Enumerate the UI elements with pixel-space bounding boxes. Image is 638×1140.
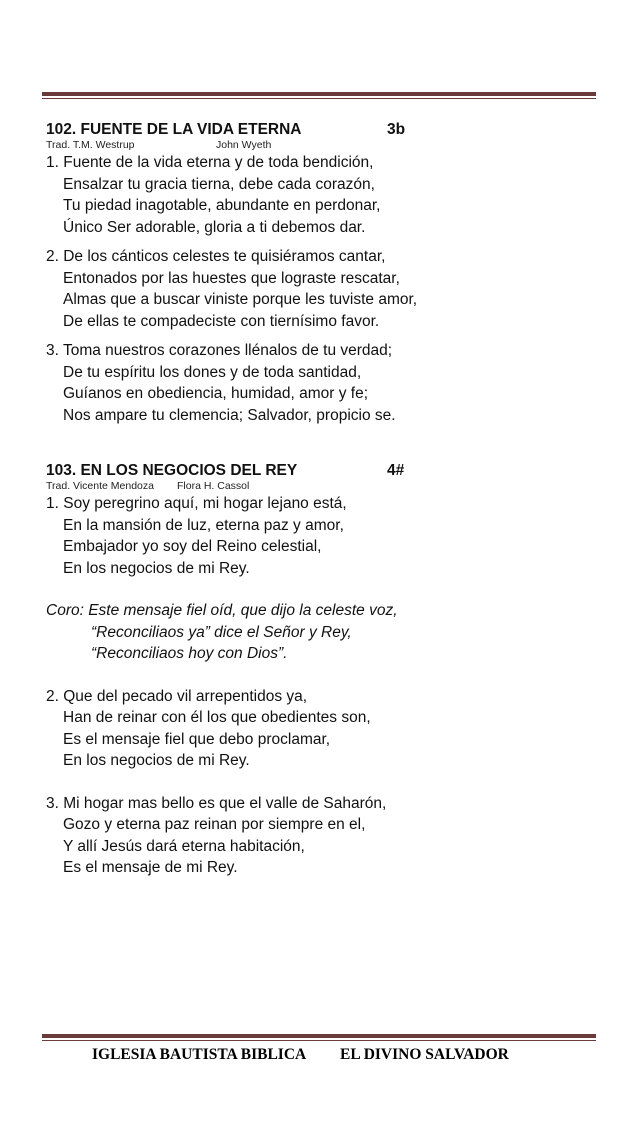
bottom-divider (42, 1034, 596, 1041)
verse-line: 3. Toma nuestros corazones llénalos de tu verdad; (46, 342, 393, 359)
footer-church: IGLESIA BAUTISTA BIBLICA (92, 1046, 307, 1063)
chorus-line: Coro: Este mensaje fiel oíd, que dijo la celeste voz, (46, 602, 398, 619)
verse-line: Almas que a buscar viniste porque les tuviste amor, (63, 291, 418, 308)
footer-church-name: EL DIVINO SALVADOR (340, 1046, 509, 1063)
hymn-102-key: 3b (387, 121, 406, 138)
verse-line: En los negocios de mi Rey. (63, 752, 250, 769)
hymn-102-verse-3 (46, 340, 594, 426)
hymn-103-verse-3 (46, 793, 594, 879)
verse-line: Guíanos en obediencia, humidad, amor y fe; (63, 385, 369, 402)
hymn-102-composer: John Wyeth (216, 139, 272, 151)
hymn-103-heading (46, 462, 594, 480)
hymn-102-translator: Trad. T.M. Westrup (46, 139, 135, 151)
verse-line: Es el mensaje de mi Rey. (63, 859, 238, 876)
verse-line: De ellas te compadeciste con tiernísimo favor. (63, 312, 380, 330)
verse-line: 2. De los cánticos celestes te quisiéramos cantar, (46, 248, 386, 265)
hymn-103-translator: Trad. Vicente Mendoza (46, 480, 154, 492)
verse-line: Nos ampare tu clemencia; Salvador, propicio se. (63, 406, 396, 424)
hymn-102-heading (46, 121, 594, 139)
hymn-page (46, 121, 594, 879)
hymn-103-chorus (46, 600, 594, 665)
hymn-102-verse-2 (46, 246, 594, 332)
verse-line: 1. Fuente de la vida eterna y de toda bendición, (46, 154, 374, 171)
verse-line: 1. Soy peregrino aquí, mi hogar lejano está, (46, 495, 347, 512)
hymn-103-key: 4# (387, 462, 405, 479)
verse-line: Tu piedad inagotable, abundante en perdonar, (63, 197, 381, 214)
top-divider (42, 92, 596, 99)
hymn-102-credits (46, 139, 594, 152)
hymn-103-credits (46, 480, 594, 493)
verse-line: Y allí Jesús dará eterna habitación, (63, 837, 305, 855)
chorus-line: “Reconciliaos hoy con Dios”. (91, 645, 288, 662)
hymn-102-verse-1 (46, 152, 594, 238)
verse-line: Es el mensaje fiel que debo proclamar, (63, 730, 331, 748)
hymn-103-composer: Flora H. Cassol (177, 480, 250, 492)
verse-line: Entonados por las huestes que lograste rescatar, (63, 269, 400, 287)
verse-line: En la mansión de luz, eterna paz y amor, (63, 516, 344, 534)
verse-line: De tu espíritu los dones y de toda santidad, (63, 363, 362, 381)
verse-line: En los negocios de mi Rey. (63, 559, 250, 577)
verse-line: Gozo y eterna paz reinan por siempre en el, (63, 816, 366, 833)
chorus-line: “Reconciliaos ya” dice el Señor y Rey, (91, 623, 352, 641)
hymn-102-title: 102. FUENTE DE LA VIDA ETERNA (46, 121, 302, 138)
verse-line: Ensalzar tu gracia tierna, debe cada corazón, (63, 175, 375, 193)
verse-line: Han de reinar con él los que obedientes son, (63, 709, 371, 726)
verse-line: Único Ser adorable, gloria a ti debemos dar. (63, 218, 366, 236)
verse-line: Embajador yo soy del Reino celestial, (63, 538, 322, 555)
hymn-103-verse-1 (46, 493, 594, 579)
verse-line: 3. Mi hogar mas bello es que el valle de Saharón, (46, 794, 387, 812)
verse-line: 2. Que del pecado vil arrepentidos ya, (46, 687, 308, 705)
hymn-103-verse-2 (46, 686, 594, 772)
hymn-103-title: 103. EN LOS NEGOCIOS DEL REY (46, 462, 298, 479)
